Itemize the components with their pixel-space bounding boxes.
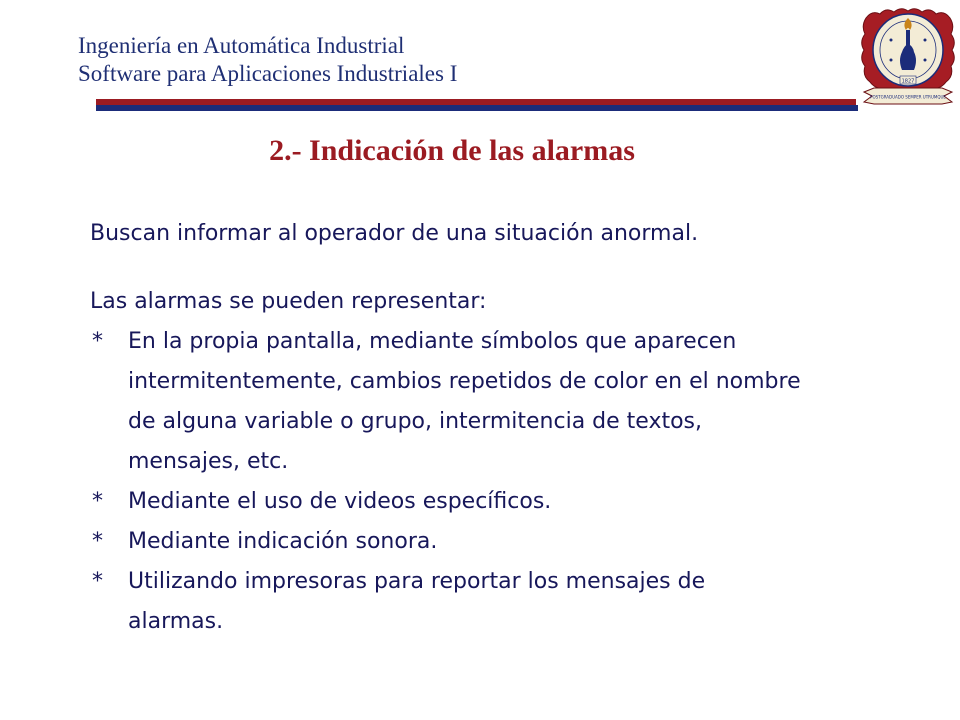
- list-item-line: de alguna variable o grupo, intermitencia de textos,: [128, 409, 703, 434]
- list-item-line: intermitentemente, cambios repetidos de color en el nombre: [128, 369, 801, 394]
- list-item-line: mensajes, etc.: [128, 449, 289, 474]
- bullet-star-icon: *: [92, 569, 103, 594]
- bullet-star-icon: *: [92, 489, 103, 514]
- intro-paragraph: Buscan informar al operador de una situación anormal.: [90, 221, 699, 246]
- header-line-course: Software para Aplicaciones Industriales I: [78, 61, 458, 86]
- bullet-star-icon: *: [92, 329, 103, 354]
- header-rule-blue: [96, 105, 858, 111]
- slide-title: 2.- Indicación de las alarmas: [269, 134, 635, 167]
- list-item: [90, 482, 868, 522]
- header-line-program: Ingeniería en Automática Industrial: [78, 33, 405, 58]
- list-item-line: Mediante el uso de videos específicos.: [128, 489, 552, 514]
- bullet-star-icon: *: [92, 529, 103, 554]
- list-item-line: En la propia pantalla, mediante símbolos que aparecen: [128, 329, 737, 354]
- list-item: [90, 522, 868, 562]
- university-seal-logo: [858, 4, 958, 112]
- list-item-line: alarmas.: [128, 609, 224, 634]
- seal-year: 1827: [901, 78, 915, 85]
- list-item-line: Utilizando impresoras para reportar los mensajes de: [128, 569, 706, 594]
- alarm-representation-list: [90, 322, 868, 642]
- list-item: [90, 562, 868, 642]
- list-lead-in: Las alarmas se pueden representar:: [90, 289, 487, 314]
- header: [78, 32, 457, 88]
- list-item-line: Mediante indicación sonora.: [128, 529, 438, 554]
- seal-motto: POSTGRADUADO SEMPER UTRUMQUE: [870, 94, 946, 100]
- list-item: [90, 322, 868, 482]
